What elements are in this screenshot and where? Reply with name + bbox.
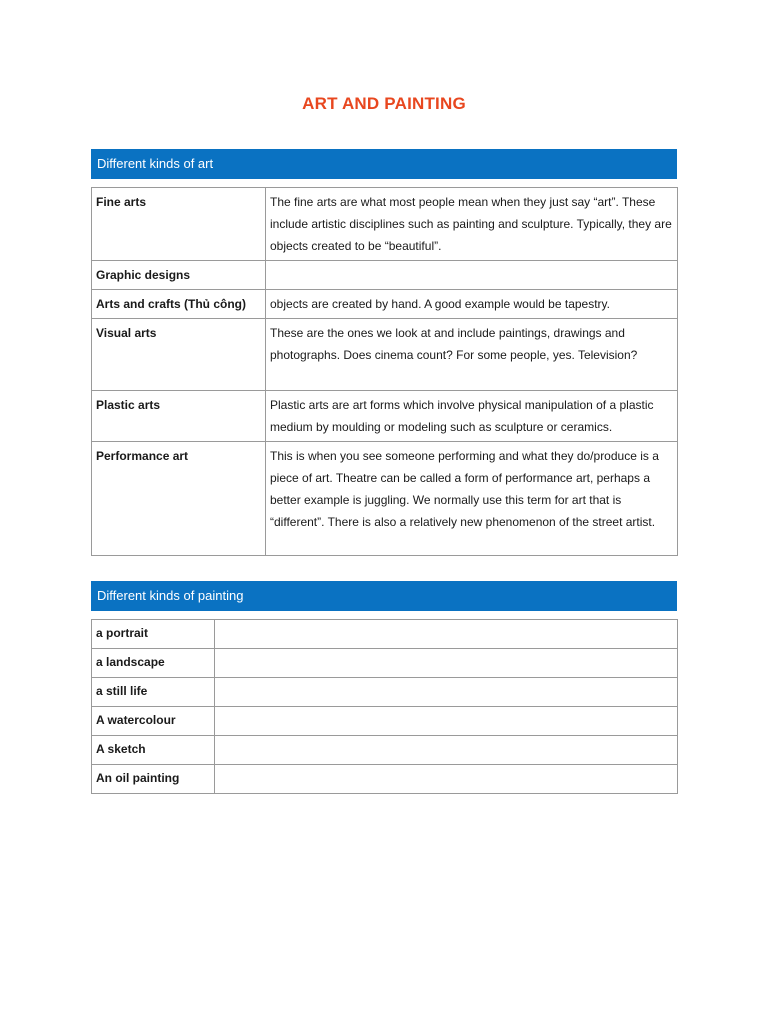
page-title: ART AND PAINTING: [302, 94, 466, 113]
table-row: [92, 736, 678, 765]
section-header-kinds-of-art: Different kinds of art: [91, 149, 677, 179]
table-row: [92, 649, 678, 678]
description-cell: objects are created by hand. A good example would be tapestry.: [266, 290, 678, 319]
kinds-of-art-table: [91, 187, 678, 556]
answer-cell[interactable]: [215, 765, 678, 794]
term-cell: Plastic arts: [92, 391, 266, 442]
term-cell: Visual arts: [92, 319, 266, 391]
description-cell: This is when you see someone performing and what they do/produce is a piece of art. Theatre can be called a form of performance art, perhaps a better example is juggling. We normally use this term for art that is “different”. There is also a relatively new phenomenon of the street artist.: [266, 442, 678, 556]
answer-cell[interactable]: [215, 649, 678, 678]
kinds-of-painting-table: [91, 619, 678, 794]
table-row: [92, 707, 678, 736]
term-cell: Graphic designs: [92, 261, 266, 290]
table-row: [92, 620, 678, 649]
term-cell: a portrait: [92, 620, 215, 649]
answer-cell[interactable]: [215, 736, 678, 765]
description-cell: [266, 261, 678, 290]
term-cell: Fine arts: [92, 188, 266, 261]
section-header-kinds-of-painting: Different kinds of painting: [91, 581, 677, 611]
answer-cell[interactable]: [215, 620, 678, 649]
table-row: [92, 261, 678, 290]
term-cell: A watercolour: [92, 707, 215, 736]
term-cell: An oil painting: [92, 765, 215, 794]
table-row: [92, 678, 678, 707]
table-row: [92, 442, 678, 556]
term-cell: Performance art: [92, 442, 266, 556]
table-row: [92, 765, 678, 794]
table-row: [92, 319, 678, 391]
description-cell: These are the ones we look at and include paintings, drawings and photographs. Does cinema count? For some people, yes. Television?: [266, 319, 678, 391]
answer-cell[interactable]: [215, 678, 678, 707]
table-row: [92, 188, 678, 261]
table-row: [92, 391, 678, 442]
answer-cell[interactable]: [215, 707, 678, 736]
term-cell: A sketch: [92, 736, 215, 765]
table-row: [92, 290, 678, 319]
description-cell: The fine arts are what most people mean when they just say “art”. These include artistic disciplines such as painting and sculpture. Typically, they are objects created to be “beautiful”.: [266, 188, 678, 261]
term-cell: Arts and crafts (Thủ công): [92, 290, 266, 319]
term-cell: a landscape: [92, 649, 215, 678]
description-cell: Plastic arts are art forms which involve physical manipulation of a plastic medium by moulding or modeling such as sculpture or ceramics.: [266, 391, 678, 442]
term-cell: a still life: [92, 678, 215, 707]
